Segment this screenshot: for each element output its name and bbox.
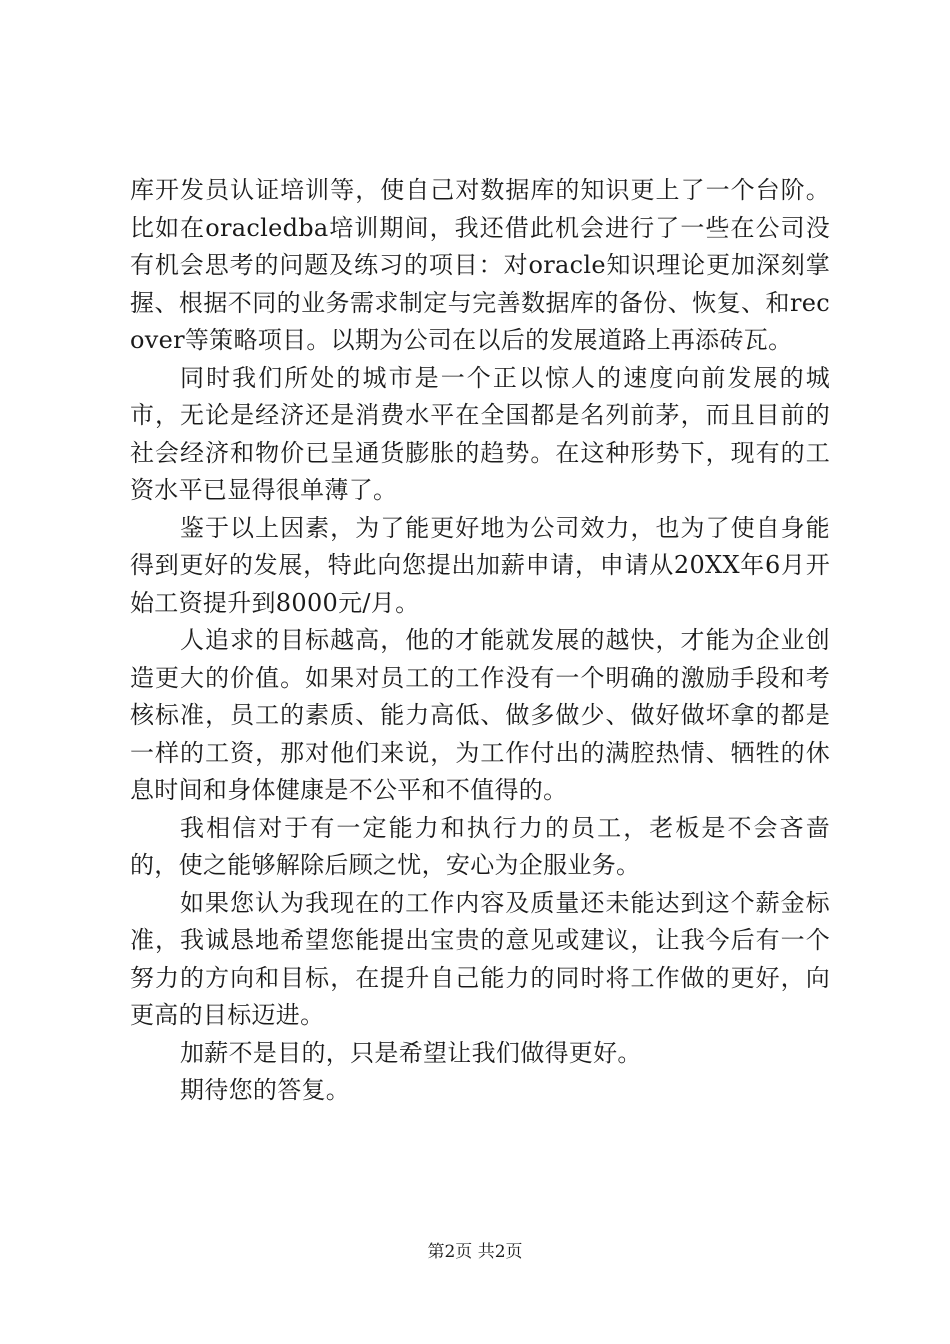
- paragraph-closing: 期待您的答复。: [180, 1076, 351, 1104]
- paragraph-city-economy: 同时我们所处的城市是一个正以惊人的速度向前发展的城市，无论是经济还是消费水平在全国都是名列前茅，而且目前的社会经济和物价已呈通货膨胀的趋势。在这种形势下，现有的工资水平已显得很单薄了。: [130, 363, 830, 504]
- paragraph-continuation: 库开发员认证培训等，使自己对数据库的知识更上了一个台阶。比如在oracledba培训期间，我还借此机会进行了一些在公司没有机会思考的问题及练习的项目：对oracle知识理论更加深刻掌握、根据不同的业务需求制定与完善数据库的备份、恢复、和recover等策略项目。以期为公司在以后的发展道路上再添砖瓦。: [130, 176, 830, 354]
- paragraph-feedback: 如果您认为我现在的工作内容及质量还未能达到这个薪金标准，我诚恳地希望您能提出宝贵的意见或建议，让我今后有一个努力的方向和目标，在提升自己能力的同时将工作做的更好，向更高的目标迈进。: [130, 888, 830, 1029]
- paragraph-raise-request: 鉴于以上因素，为了能更好地为公司效力，也为了使自身能得到更好的发展，特此向您提出加薪申请，申请从20XX年6月开始工资提升到8000元/月。: [130, 513, 830, 617]
- page-footer: [0, 1240, 950, 1264]
- paragraph-purpose: 加薪不是目的，只是希望让我们做得更好。: [180, 1038, 642, 1067]
- document-body: [130, 172, 830, 1110]
- paragraph-goals: 人追求的目标越高，他的才能就发展的越快，才能为企业创造更大的价值。如果对员工的工作没有一个明确的激励手段和考核标准，员工的素质、能力高低、做多做少、做好做坏拿的都是一样的工资，那对他们来说，为工作付出的满腔热情、牺牲的休息时间和身体健康是不公平和不值得的。: [130, 626, 830, 804]
- paragraph-belief: 我相信对于有一定能力和执行力的员工，老板是不会吝啬的，使之能够解除后顾之忧，安心为企服业务。: [130, 813, 830, 879]
- page-number-label: 第2页 共2页: [427, 1242, 523, 1262]
